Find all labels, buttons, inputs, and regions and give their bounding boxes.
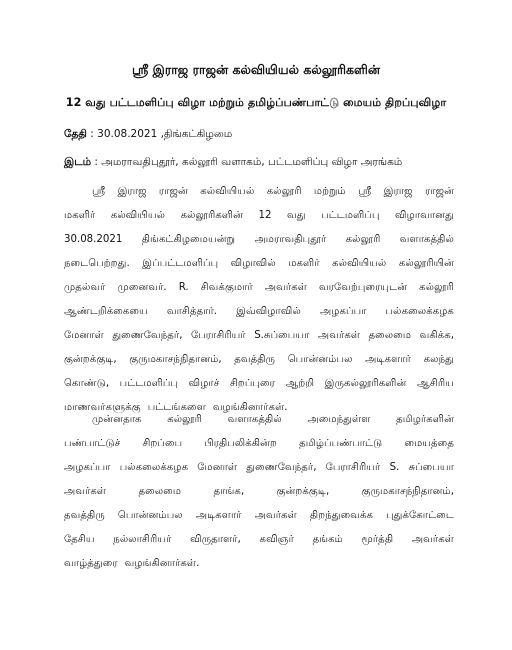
word: விருதாளர், [190, 534, 241, 545]
word: தங்கம் [312, 534, 343, 545]
word: அடிகளார் [195, 510, 242, 521]
word: கல்லூரியின் [398, 258, 454, 269]
word: தாங்க, [213, 486, 245, 497]
word: பொன்னம்பல [117, 510, 183, 521]
word: விழாச் [188, 378, 220, 389]
word: ஸ்ரீ [92, 186, 106, 197]
word: மகளிர் [64, 210, 96, 221]
word: துணைவேந்தர், [112, 330, 183, 341]
word: இராஜ [383, 186, 413, 197]
word: மூர்த்தி [361, 534, 394, 545]
word: அழகப்பா [64, 462, 111, 473]
word: குருமகாசந்நிதானம், [361, 486, 454, 497]
place-row [64, 156, 402, 169]
word: ராஜன் [424, 186, 454, 197]
word: அவர்கள் [411, 534, 454, 545]
place-value: அமராவதிபுதூர், கல்லூரி வளாகம், பட்டமளிப்பு விழா அரங்கம் [101, 156, 403, 168]
word: கலந்து [423, 354, 454, 365]
word: ஆற்றி [285, 378, 315, 389]
word: துணைவேந்தர், [246, 462, 317, 473]
place-label: இடம் [64, 156, 92, 168]
word: ஆசிரிய [417, 378, 454, 389]
word: மேனாள் [197, 462, 238, 473]
word: வழங்கினார்கள். [212, 402, 288, 413]
paragraph-1 [64, 180, 454, 420]
word: பல்கலைக்கழக [119, 462, 189, 473]
document-subtitle: 12 வது பட்டமளிப்பு விழா மற்றும் தமிழ்ப்பண்பாட்டு மையம் திறப்புவிழா [65, 96, 447, 109]
word: திங்கட்கிழமையன்று [141, 234, 236, 245]
word: தமிழர்களின் [396, 414, 454, 425]
paragraph-line [64, 228, 454, 252]
word: பட்டமளிப்பு [321, 210, 380, 221]
paragraph-line [64, 204, 454, 228]
word: R. [178, 282, 189, 293]
paragraph-line [64, 432, 454, 456]
word: வகிக்க, [419, 330, 454, 341]
word: திறந்துவைக்க [309, 510, 373, 521]
word: நடைபெற்றது. [64, 258, 130, 269]
word: வளாகத்தில் [399, 234, 454, 245]
word: கல்லூரி [419, 282, 454, 293]
word: கல்லூரி [266, 186, 302, 197]
word: கல்வியியல் [332, 258, 387, 269]
paragraph-line [64, 504, 454, 528]
word: ராஜன் [158, 186, 188, 197]
word: ஆண்டறிக்கையை [64, 306, 148, 317]
document-title: ஸ்ரீ இராஜ ராஜன் கல்வியியல் கல்லூரிகளின் [132, 62, 380, 77]
word: வாழ்த்துரை [64, 558, 118, 569]
word: கல்வியியல் [200, 186, 255, 197]
word: சிறப்பை [142, 438, 183, 449]
word: கொண்டு, [64, 378, 110, 389]
date-value: 30.08.2021 ,திங்கட்கிழமை [97, 128, 233, 140]
word: சிறப்புரை [229, 378, 275, 389]
word: 30.08.2021 [64, 234, 123, 245]
word: வது [287, 210, 306, 221]
word: இராஜ [117, 186, 147, 197]
paragraph-line [64, 456, 454, 480]
word: பல்கலைக்கழக [385, 306, 454, 317]
word: வரவேற்புரையுடன் [318, 282, 408, 293]
word: தலைமை [368, 330, 412, 341]
word: S.சுப்பையா [254, 330, 310, 341]
date-row [64, 128, 232, 141]
word: முன்னதாக [92, 414, 142, 425]
word: சுப்பையா [408, 462, 454, 473]
word: பேராசிரியர் [190, 330, 246, 341]
word: 12 [258, 210, 272, 221]
word: வழங்கினார்கள். [124, 558, 200, 569]
word: மையத்தை [404, 438, 454, 449]
paragraph-line [64, 552, 454, 576]
date-label: தேதி [64, 128, 87, 140]
word: பிரதிபலிக்கின்ற [204, 438, 277, 449]
paragraph-line [64, 276, 454, 300]
word: தமிழ்ப்பண்பாட்டு [299, 438, 383, 449]
word: தவத்திரு [234, 354, 276, 365]
word: பொன்னம்பல [287, 354, 353, 365]
date-separator: : [90, 128, 98, 140]
word: வளாகத்தில் [227, 414, 282, 425]
paragraph-line [64, 348, 454, 372]
word: மகளிர் [288, 258, 320, 269]
paragraph-line [64, 528, 454, 552]
word: அவர்கள் [64, 486, 107, 497]
word: புதுக்கோட்டை [386, 510, 454, 521]
paragraph-line [64, 180, 454, 204]
word: பேராசிரியர் [325, 462, 381, 473]
word: தவத்திரு [64, 510, 105, 521]
word: அமராவதிபுதூர் [254, 234, 327, 245]
word: விழாவில் [230, 258, 276, 269]
word: கல்வியியல் [110, 210, 166, 221]
word: கல்லூரிகளின் [180, 210, 243, 221]
word: குன்றக்குடி, [276, 486, 330, 497]
paragraph-2 [64, 408, 454, 576]
word: கவிஞர் [259, 534, 294, 545]
word: தலைமை [138, 486, 182, 497]
word: கல்லூரி [167, 414, 202, 425]
paragraph-line [64, 324, 454, 348]
paragraph-line [64, 408, 454, 432]
word: S. [389, 462, 400, 473]
word: கல்லூரி [345, 234, 381, 245]
word: இவ்விழாவில் [236, 306, 301, 317]
word: இப்பட்டமளிப்பு [142, 258, 219, 269]
word: அவர்கள் [254, 510, 297, 521]
word: அவர்கள் [317, 330, 361, 341]
word: ஸ்ரீ [358, 186, 372, 197]
word: முதல்வர் [64, 282, 106, 293]
paragraph-line [64, 300, 454, 324]
paragraph-line [64, 252, 454, 276]
word: விழாவானது [395, 210, 454, 221]
word: நல்லாசிரியர் [113, 534, 172, 545]
word: பட்டமளிப்பு [119, 378, 179, 389]
word: குன்றக்குடி, [64, 354, 117, 365]
word: வாசித்தார். [166, 306, 218, 317]
word: தேசிய [64, 534, 95, 545]
paragraph-line [64, 480, 454, 504]
place-separator: : [94, 156, 102, 168]
word: அமைந்துள்ள [307, 414, 371, 425]
word: அழகப்பா [319, 306, 367, 317]
paragraph-line [64, 372, 454, 396]
word: குருமகாசந்நிதானம், [129, 354, 222, 365]
word: அடிகளார் [365, 354, 411, 365]
word: சிவக்குமார் [200, 282, 253, 293]
word: மேனாள் [64, 330, 104, 341]
word: பண்பாட்டுச் [64, 438, 121, 449]
word: முனைவர். [117, 282, 167, 293]
word: பட்டங்களை [147, 402, 206, 413]
word: மாணவர்களுக்கு [64, 402, 141, 413]
word: அவர்கள் [264, 282, 307, 293]
word: மற்றும் [313, 186, 346, 197]
word: இருகல்லூரிகளின் [324, 378, 407, 389]
